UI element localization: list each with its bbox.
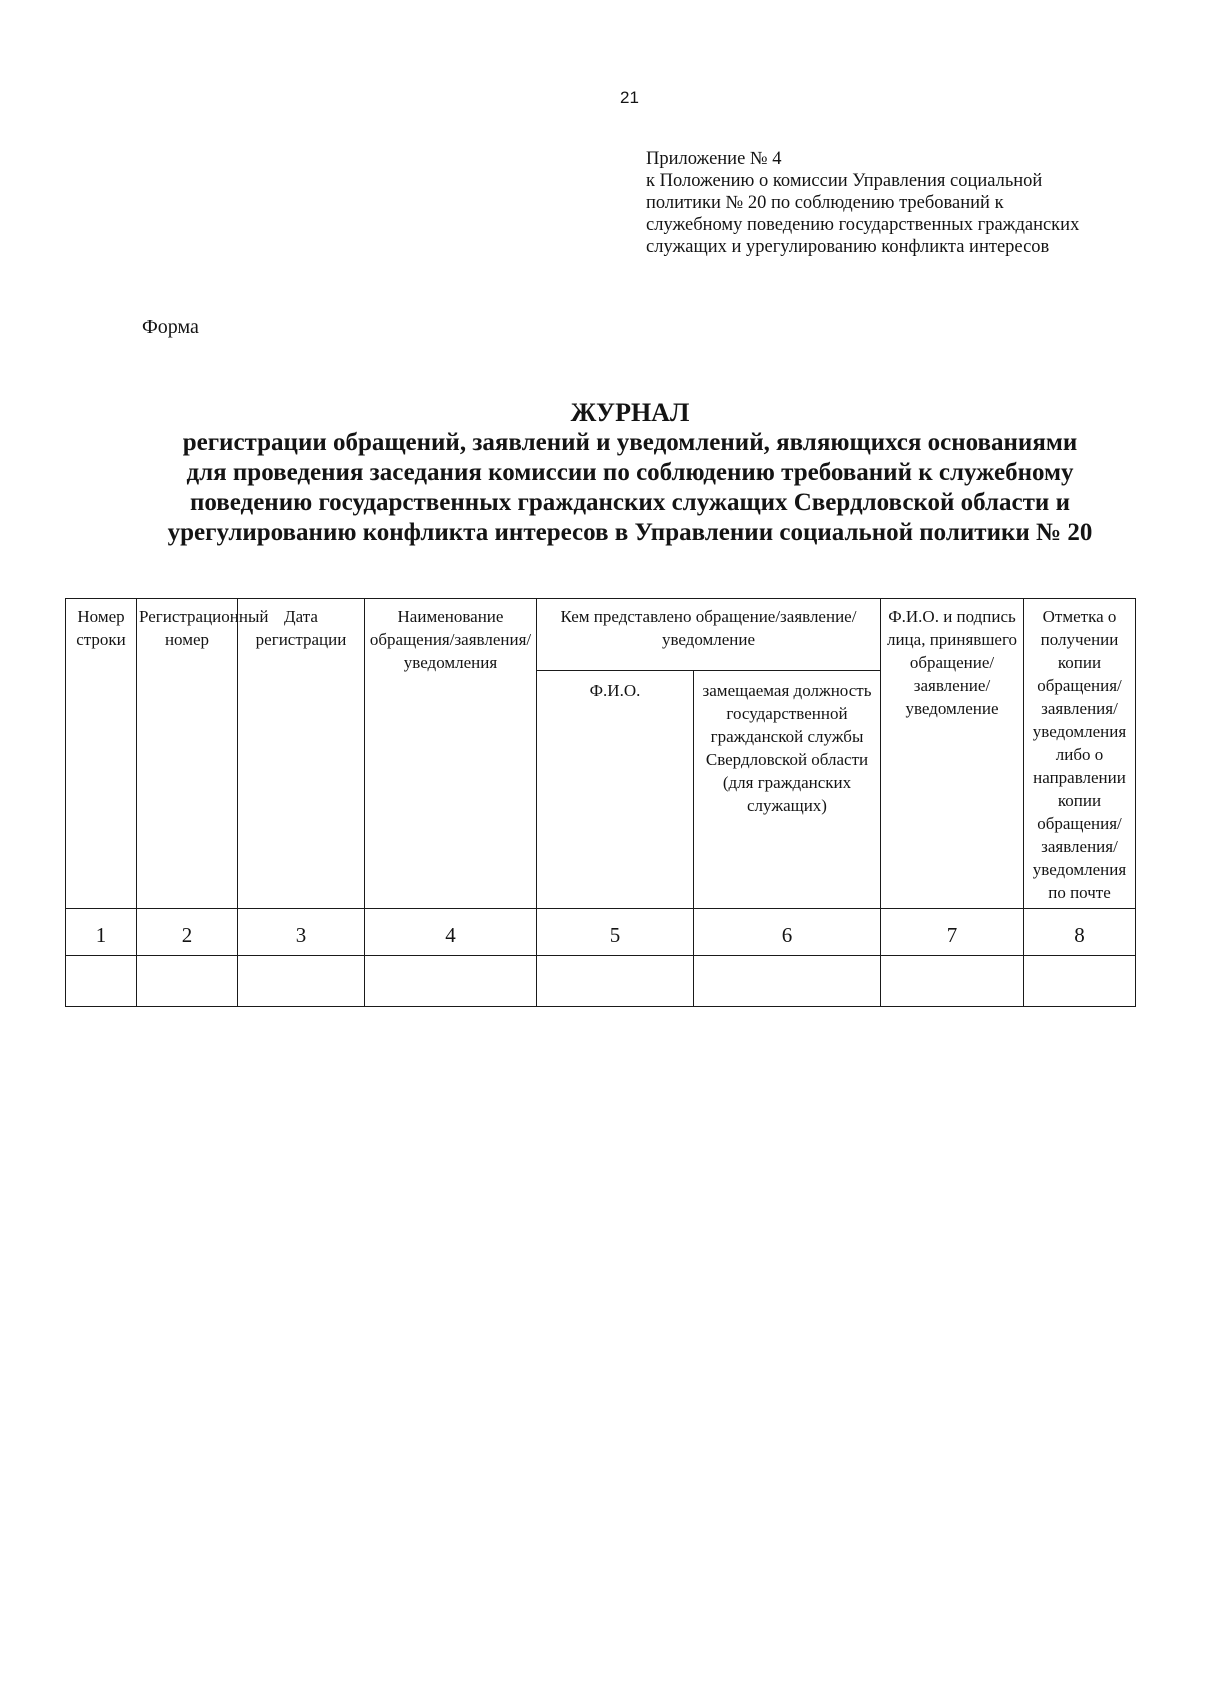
header-registration-number: Регистрационный номер	[137, 599, 238, 909]
appendix-line: служащих и урегулированию конфликта интересов	[646, 237, 1050, 257]
title-line: для проведения заседания комиссии по соблюдению требований к служебному	[186, 459, 1074, 486]
column-number: 8	[1024, 909, 1136, 956]
empty-cell	[881, 956, 1024, 1007]
header-submitted-by: Кем представлено обращение/заявление/уведомление	[537, 599, 881, 671]
appendix-line: к Положению о комиссии Управления социальной	[646, 171, 1043, 191]
header-copy-mark: Отметка о получении копии обращения/заявления/уведомления либо о направлении копии обращения/заявления/уведомления по почте	[1024, 599, 1136, 909]
header-row-number: Номер строки	[66, 599, 137, 909]
column-number: 7	[881, 909, 1024, 956]
page-number: 21	[620, 88, 639, 107]
document-title	[40, 398, 1220, 548]
empty-cell	[365, 956, 537, 1007]
appendix-note	[646, 148, 1166, 258]
column-number: 1	[66, 909, 137, 956]
header-submitter-position: замещаемая должность государственной гражданской службы Свердловской области (для гражданских служащих)	[694, 671, 881, 909]
empty-entry-row	[66, 956, 1136, 1007]
title-line: регистрации обращений, заявлений и уведомлений, являющихся основаниями	[182, 429, 1078, 456]
journal-table	[65, 598, 1136, 1007]
appendix-line: Приложение № 4	[646, 149, 782, 169]
empty-cell	[694, 956, 881, 1007]
column-number: 5	[537, 909, 694, 956]
header-appeal-name: Наименование обращения/заявления/уведомления	[365, 599, 537, 909]
empty-cell	[537, 956, 694, 1007]
empty-cell	[1024, 956, 1136, 1007]
empty-cell	[66, 956, 137, 1007]
title-line: урегулированию конфликта интересов в Управлении социальной политики № 20	[167, 519, 1093, 546]
form-label: Форма	[142, 316, 199, 338]
appendix-line: служебному поведению государственных гражданских	[646, 215, 1080, 235]
appendix-line: политики № 20 по соблюдению требований к	[646, 193, 1004, 213]
column-number: 4	[365, 909, 537, 956]
column-number: 3	[238, 909, 365, 956]
empty-cell	[137, 956, 238, 1007]
header-receiver-signature: Ф.И.О. и подпись лица, принявшего обращение/заявление/уведомление	[881, 599, 1024, 909]
column-number-row	[66, 909, 1136, 956]
header-submitter-name: Ф.И.О.	[537, 671, 694, 909]
header-row	[66, 599, 1136, 671]
header-registration-date: Дата регистрации	[238, 599, 365, 909]
column-number: 2	[137, 909, 238, 956]
title-heading: ЖУРНАЛ	[570, 398, 690, 427]
title-line: поведению государственных гражданских служащих Свердловской области и	[190, 489, 1070, 516]
column-number: 6	[694, 909, 881, 956]
empty-cell	[238, 956, 365, 1007]
